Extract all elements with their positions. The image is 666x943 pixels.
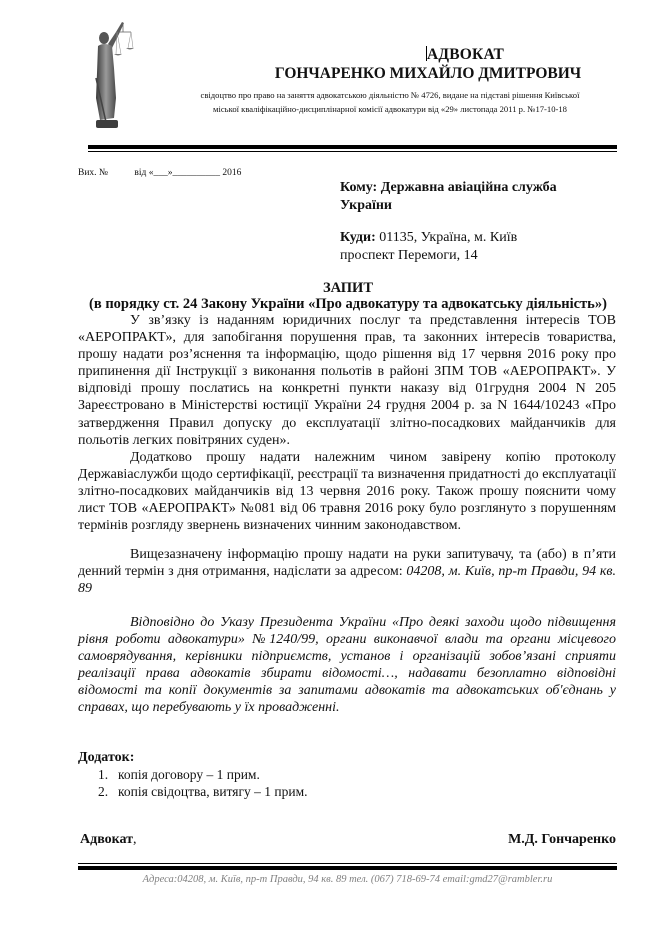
attachment-item: 2. копія свідоцтва, витягу – 1 прим. [98,784,308,799]
footer-divider [78,863,617,870]
attachments-title: Додаток: [78,750,135,765]
header-divider [88,145,617,152]
outgoing-number: Вих. № від «___»__________ 2016 [78,168,242,178]
request-paragraph-3: Вищезазначену інформацію прошу надати на руки запитувачу, та (або) в п’яти денний термін з дня отримання, надіслати за адресом: 04208, м. Київ, пр-т Правди, 94 кв. 89 [78,547,616,597]
themis-statue-icon [86,18,136,134]
request-paragraph-2: Додатково прошу надати належним чином завірену копію протоколу Державіаслужби щодо сертифікації, реєстрації та визначення придатності до експлуатації злітно-посадкових майданчиків від 13 червня 2016 року. Також прошу пояснити чому лист ТОВ «АЕРОПРАКТ» №081 від 06 травня 2016 року було розглянуто з порушенням термінів розгляду звернень визначених чинним законодавством. [78,450,616,534]
request-legal-basis: Відповідно до Указу Президента України «Про деякі заходи щодо підвищення рівня роботи адвокатури» №1240/99, органи виконавчої влади та органи місцевого самоврядування, керівники підприємств, установ і організацій зобов’язані сприяти реалізації права адвокатів збирати відомості…, надавати безоплатно відповідні відомості та копії документів за запитами адвокатів та адвокатських об'єднань у справах, що перебувають у їх провадженні. [78,615,616,716]
signature-name: М.Д. Гончаренко [508,832,616,847]
attachment-item: 1. копія договору – 1 прим. [98,767,260,782]
recipient-to: Кому: Державна авіаційна служба України [340,180,557,213]
letterhead-title: АДВОКАТ [426,46,505,63]
letterhead-name: ГОНЧАРЕНКО МИХАЙЛО ДМИТРОВИЧ [274,65,582,82]
reply-address: 04208, м. Київ, пр-т Правди, 94 кв. 89 [78,564,616,597]
letterhead-certificate: свідоцтво про право на заняття адвокатською діяльністю № 4726, видане на підставі рішення Київської міської кваліфікаційно-дисциплінарної комісії адвокатури від «29» листопада 2011 р. №17-10-18 [200,90,580,114]
request-title: ЗАПИТ [323,280,373,296]
signature-role: Адвокат, [80,832,137,847]
footer-contact: Адреса:04208, м. Київ, пр-т Правди, 94 кв. 89 тел. (067) 718-69-74 email:gmd27@rambler.ru [142,874,553,885]
recipient-address: Куди: 01135, Україна, м. Київ проспект Перемоги, 14 [340,230,518,263]
request-subtitle: (в порядку ст. 24 Закону України «Про адвокатуру та адвокатську діяльність») [89,296,607,312]
request-paragraph-1: У зв’язку із наданням юридичних послуг та представлення інтересів ТОВ «АЕРОПРАКТ», для запобігання порушення прав, та законних інтересів товариства, прошу надати роз’яснення та інформацію, щодо рішення від 17 червня 2016 року про припинення дії Інструкції з виконання польотів в районі ЗПМ ТОВ «АЕРОПРАКТ». У відповіді прошу послатись на конкретні пункти наказу від 01грудня 2004 N 205 Зареєстровано в Міністерстві юстиції України 24 грудня 2004 р. за N 1644/10243 «Про затвердження Правил допуску до експлуатації злітно-посадкових майданчиків для польотів легких повітряних суден». [78,313,616,448]
attachments-list [98,766,308,800]
